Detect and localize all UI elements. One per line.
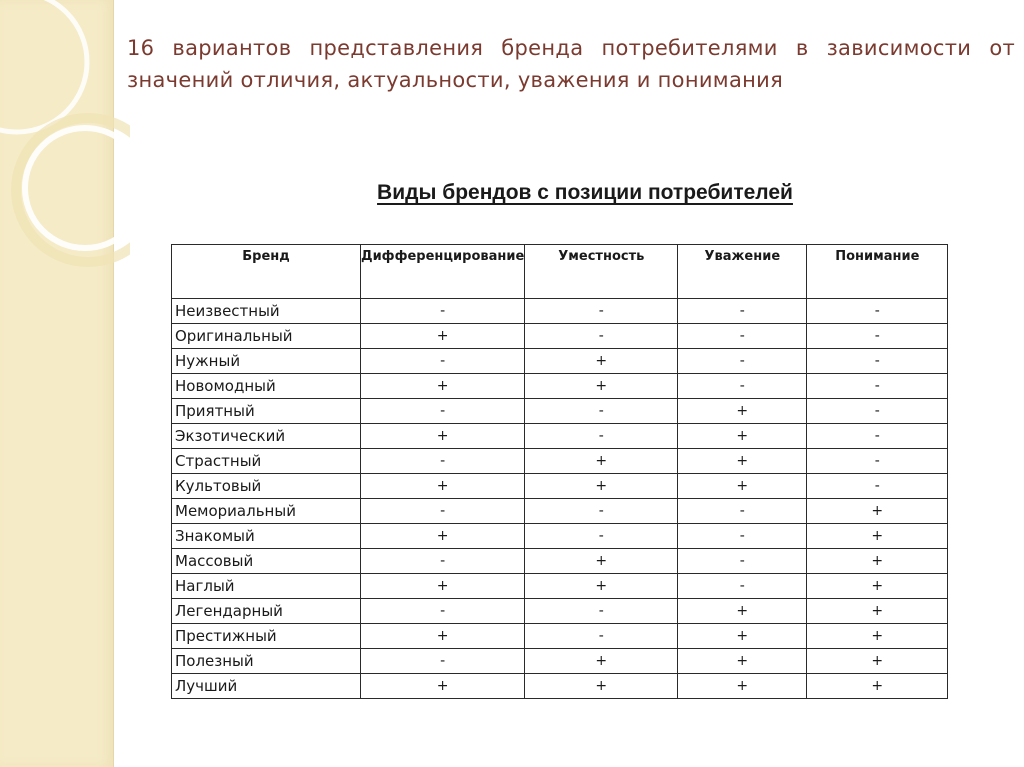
brand-types-table (171, 244, 948, 699)
table-row (172, 374, 948, 399)
understanding-cell: + (807, 624, 948, 649)
decorative-ring-small (25, 128, 130, 248)
understanding-cell: - (807, 424, 948, 449)
differentiation-cell: - (361, 299, 525, 324)
respect-cell: - (678, 349, 807, 374)
table-row (172, 449, 948, 474)
header-differentiation: Дифференцирование (361, 245, 525, 299)
differentiation-cell: - (361, 399, 525, 424)
relevance-cell: - (525, 324, 678, 349)
differentiation-cell: - (361, 449, 525, 474)
relevance-cell: + (525, 349, 678, 374)
respect-cell: + (678, 599, 807, 624)
respect-cell: + (678, 449, 807, 474)
differentiation-cell: - (361, 499, 525, 524)
relevance-cell: + (525, 549, 678, 574)
decorative-rings (0, 0, 130, 300)
understanding-cell: + (807, 524, 948, 549)
relevance-cell: - (525, 299, 678, 324)
respect-cell: - (678, 499, 807, 524)
brand-name-cell: Страстный (172, 449, 361, 474)
differentiation-cell: + (361, 474, 525, 499)
understanding-cell: - (807, 349, 948, 374)
relevance-cell: - (525, 424, 678, 449)
brand-name-cell: Полезный (172, 649, 361, 674)
relevance-cell: + (525, 449, 678, 474)
brand-name-cell: Знакомый (172, 524, 361, 549)
brand-name-cell: Лучший (172, 674, 361, 699)
brand-name-cell: Престижный (172, 624, 361, 649)
understanding-cell: + (807, 574, 948, 599)
table-row (172, 574, 948, 599)
header-brand: Бренд (172, 245, 361, 299)
brand-name-cell: Оригинальный (172, 324, 361, 349)
table-row (172, 499, 948, 524)
table-row (172, 299, 948, 324)
brand-name-cell: Массовый (172, 549, 361, 574)
table-row (172, 674, 948, 699)
relevance-cell: + (525, 374, 678, 399)
respect-cell: + (678, 649, 807, 674)
respect-cell: - (678, 574, 807, 599)
relevance-cell: + (525, 574, 678, 599)
table-caption: Виды брендов с позиции потребителей (377, 181, 793, 204)
brand-name-cell: Неизвестный (172, 299, 361, 324)
relevance-cell: - (525, 624, 678, 649)
relevance-cell: - (525, 599, 678, 624)
respect-cell: + (678, 674, 807, 699)
respect-cell: - (678, 299, 807, 324)
brand-name-cell: Легендарный (172, 599, 361, 624)
header-respect: Уважение (678, 245, 807, 299)
relevance-cell: + (525, 649, 678, 674)
slide-title: 16 вариантов представления бренда потребителями в зависимости от значений отличия, актуальности, уважения и понимания (127, 36, 1015, 92)
understanding-cell: + (807, 549, 948, 574)
differentiation-cell: + (361, 374, 525, 399)
table-row (172, 474, 948, 499)
understanding-cell: + (807, 499, 948, 524)
header-understanding: Понимание (807, 245, 948, 299)
table-row (172, 524, 948, 549)
table-row (172, 324, 948, 349)
table-row (172, 649, 948, 674)
understanding-cell: + (807, 599, 948, 624)
brand-name-cell: Мемориальный (172, 499, 361, 524)
differentiation-cell: + (361, 624, 525, 649)
understanding-cell: - (807, 299, 948, 324)
brand-name-cell: Экзотический (172, 424, 361, 449)
understanding-cell: + (807, 674, 948, 699)
respect-cell: + (678, 624, 807, 649)
brand-name-cell: Нужный (172, 349, 361, 374)
brand-name-cell: Наглый (172, 574, 361, 599)
table-row (172, 399, 948, 424)
respect-cell: - (678, 549, 807, 574)
differentiation-cell: + (361, 674, 525, 699)
table-header-row (172, 245, 948, 299)
differentiation-cell: - (361, 599, 525, 624)
understanding-cell: - (807, 324, 948, 349)
understanding-cell: - (807, 449, 948, 474)
table-row (172, 624, 948, 649)
respect-cell: + (678, 399, 807, 424)
brand-name-cell: Культовый (172, 474, 361, 499)
respect-cell: + (678, 424, 807, 449)
table-row (172, 549, 948, 574)
header-relevance: Уместность (525, 245, 678, 299)
understanding-cell: - (807, 474, 948, 499)
table-row (172, 599, 948, 624)
understanding-cell: - (807, 374, 948, 399)
relevance-cell: - (525, 399, 678, 424)
relevance-cell: - (525, 524, 678, 549)
differentiation-cell: + (361, 324, 525, 349)
differentiation-cell: - (361, 349, 525, 374)
relevance-cell: + (525, 674, 678, 699)
respect-cell: - (678, 524, 807, 549)
respect-cell: - (678, 374, 807, 399)
differentiation-cell: - (361, 549, 525, 574)
brand-name-cell: Приятный (172, 399, 361, 424)
table-row (172, 424, 948, 449)
differentiation-cell: + (361, 574, 525, 599)
differentiation-cell: - (361, 649, 525, 674)
table-row (172, 349, 948, 374)
understanding-cell: + (807, 649, 948, 674)
respect-cell: - (678, 324, 807, 349)
understanding-cell: - (807, 399, 948, 424)
decorative-ring-large (0, 0, 87, 132)
differentiation-cell: + (361, 524, 525, 549)
relevance-cell: - (525, 499, 678, 524)
differentiation-cell: + (361, 424, 525, 449)
brand-name-cell: Новомодный (172, 374, 361, 399)
relevance-cell: + (525, 474, 678, 499)
respect-cell: + (678, 474, 807, 499)
